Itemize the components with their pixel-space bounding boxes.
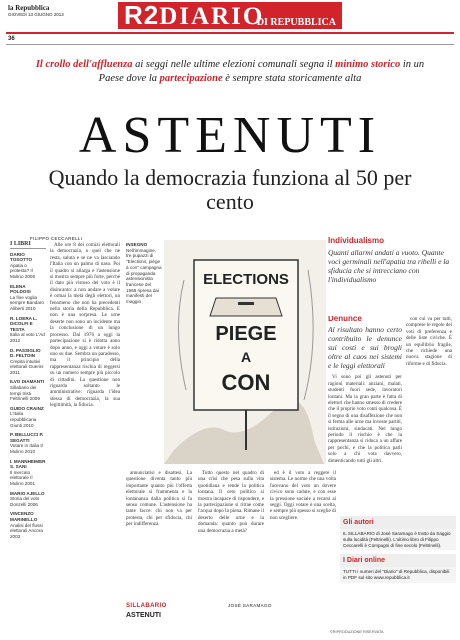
book-title: La fine voglia sempre Bandaro Aliberti 2010 (10, 294, 44, 311)
article-paragraph: Tutto questo nel quadro di una crisi che pesa sulla vita quotidiana e rende la politica lontana. Il ceto politico si mostra incapace di rispondere, e la partecipazione si ritrae come l'acqua dopo la piena. Rimane il deserto delle urne e la domanda: quanto può durare una democrazia a metà? (198, 470, 264, 534)
books-list (10, 252, 46, 540)
book-entry (10, 316, 46, 344)
book-title: Sillabario dei tempi tristi Feltrinelli 2009 (10, 385, 40, 402)
deck-part-1: Il crollo dell'affluenza (35, 59, 133, 70)
sign-board (194, 260, 298, 410)
book-author: ILVO DIAMANTI (10, 379, 45, 385)
thin-rule (6, 44, 454, 45)
deck-part-4: in un Paese dove la (98, 59, 425, 84)
book-title: L'Italia repubblicana Giunti 2010 (10, 411, 37, 428)
book-entry (10, 459, 46, 487)
book-author: MARIO AJELLO (10, 490, 45, 496)
book-title: Il mercato elettorale Il Mulino 2001 (10, 469, 36, 486)
sillabario-author: JOSÉ SARAMAGO (228, 603, 272, 608)
page-subtitle: Quando la democrazia funziona al 50 per cento (48, 165, 412, 214)
page-title: ASTENUTI (78, 107, 382, 164)
sidebar-quote-2: Al risultato hanno certo contribuito le denunce sui costi e sui brogli oltre al caos nei sistemi e le leggi elettorali (328, 325, 402, 371)
book-entry (10, 252, 46, 280)
book-author: ELENA POLDOSI (10, 283, 31, 295)
books-column (10, 242, 46, 543)
article-column-6 (406, 316, 452, 516)
online-text: TUTTI i numeri del "Diario" di Repubblica, disponibili in PDF sul sito www.repubblica.it (340, 567, 456, 583)
sillabario-title: ASTENUTI (126, 612, 161, 619)
caption-heading: INSEGNO (126, 242, 148, 247)
brand-word: DIARIO (159, 3, 265, 29)
book-author: D. PASSIGLIO D. FELTOIN (10, 347, 41, 359)
masthead (0, 0, 460, 46)
brand-sub: DI REPUBBLICA (256, 17, 336, 28)
book-entry (10, 348, 46, 376)
books-heading: I LIBRI (10, 242, 46, 249)
article-paragraph: con cui va per tutti, comprese le regole dei voti di preferenza e delle liste civiche. È un equilibrio fragile, che richiede una nuova stagione di riforme e di fiducia. (406, 316, 452, 367)
deck (30, 58, 430, 86)
book-author: DARIO TOSOTTO (10, 251, 33, 263)
sign-line-1: ELECTIONS (203, 271, 289, 288)
authors-heading: Gli autori (340, 516, 456, 529)
deck-part-5: partecipazione (159, 73, 223, 84)
brand-r2: R2 (124, 2, 160, 29)
book-author: VINCENZO MARINELLO (10, 511, 38, 522)
deck-part-6: è sempre stata storicamente alta (222, 73, 362, 84)
book-entry (10, 511, 46, 539)
paper-date: GIOVEDÌ 13 GIUGNO 2013 (8, 12, 64, 17)
article-column-1 (50, 242, 120, 620)
sidebar-individualismo (328, 236, 454, 284)
page-number: 36 (8, 36, 15, 42)
sidebar-quote-1: Quanti allarmi andati a vuoto. Quante voci germinali nell'apatia tra ribelli e la sfiducia che si intrecciano con l'individualismo (328, 248, 450, 284)
book-title: Italia al voto L'Ad 2012 (10, 332, 45, 343)
sign-line-4: CON (221, 370, 271, 395)
book-title: Storia del voto Donzelli 2006 (10, 496, 40, 507)
article-column-4 (270, 470, 336, 598)
book-entry (10, 284, 46, 312)
byline: FILIPPO CECCARELLI (30, 236, 83, 241)
book-title: Crepita intuitivi elettorali Guerini 2011 (10, 358, 44, 375)
book-entry (10, 491, 46, 508)
election-illustration (164, 240, 326, 464)
book-author: R. LOERA L. DICOLFI E TESTA (10, 315, 38, 332)
sign-line-2: PIEGE (215, 323, 277, 345)
book-entry (10, 379, 46, 401)
sidebar-heading-2: Denunce (328, 316, 362, 323)
book-entry (10, 406, 46, 428)
paper-name: la Repubblica (8, 4, 50, 12)
book-author: P. BELLUCCI P. SEGATTI (10, 432, 44, 443)
image-caption (126, 242, 162, 305)
book-entry (10, 432, 46, 454)
deck-part-2: ai seggi nelle ultime elezioni comunali segna il (132, 59, 336, 70)
ballot-box (210, 298, 282, 316)
section-brand (118, 2, 342, 29)
authors-box (340, 516, 456, 583)
book-author: GUIDO CRAINZ (10, 405, 44, 411)
sidebar-heading-1: Individualismo (328, 236, 385, 245)
copyright-footer: ©RIPRODUZIONE RISERVATA (330, 630, 384, 634)
article-paragraph: Vi sono poi gli astenuti per ragioni materiali: anziani, malati, studenti fuori sede, lavoratori lontani. Ma la gran parte è fatta di elettori che hanno smesso di credere che il proprio voto conti qualcosa. È il segno di una disaffezione che non si ferma alle urne ma investe partiti, istituzioni, sindacati. Nel lungo periodo il rischio è che la rappresentanza si riduca a un affare per pochi, e che la politica parli solo a chi vota davvero, dimenticando tutti gli altri. (328, 374, 402, 464)
book-title: Votare in Italia Il Mulino 2010 (10, 443, 43, 454)
article-column-2 (126, 470, 192, 598)
online-heading: I Diari online (340, 554, 456, 567)
article-paragraph: Alle ore 8 dei comizi elettorali la democrazia, o quel che ne resta, saluta e se ne va lasciando l'Italia con un palmo di naso. Poi il quadro si allarga e l'astensione si mostra sempre più forte, perché il dato più vistoso del voto è il disincanto: a non andare a votare è ormai la metà degli elettori, un fenomeno che non ha precedenti nella storia della Repubblica. E non è una sorpresa. Le urne deserte non sono un incidente ma la conclusione di un lungo processo. Dal 1976 a oggi la partecipazione si è ridotta anno dopo anno, e oggi a votare è solo uno su due. Sembra un paradosso, ma il principio della rappresentanza rischia di reggersi su un numero sempre più piccolo di cittadini. La questione non riguarda soltanto le amministrative: riguarda l'idea stessa di democrazia, la sua legittimità, la fiducia. (50, 242, 120, 409)
article-column-3 (198, 470, 264, 598)
article-paragraph: ed è il voto a reggere il sistema. Le norme che una volta facevano del voto un dovere civico sono cadute, e con esse la pressione sociale a recarsi ai seggi. Oggi votare è una scelta, e sempre più spesso si sceglie di non scegliere. (270, 470, 336, 521)
book-title: Apatia o protesta? Il Mulino 2006 (10, 262, 36, 279)
sillabario-label: SILLABARIO (126, 603, 167, 609)
article-paragraph: annunciatisi e disattesi. La questione diventa tanto più importante quanto più l'offerta elettorale si frammenta e la lontananza dalla politica si fa senso comune. L'astensione ha tante facce: chi non va per protesta, chi per sfiducia, chi per indifferenza. (126, 470, 192, 528)
deck-part-3: minimo storico (335, 59, 401, 70)
authors-text: IL SILLABARIO di José Saramago è tratto da Saggio sulla lucidità (Feltrinelli). L'ultimo libro di Filippo Ceccarelli è Compagni di fine secolo (Feltrinelli). (340, 529, 456, 550)
red-rule (6, 32, 454, 34)
book-author: I. MANNHEIMER S. SANI (10, 458, 46, 470)
book-title: Analisi del flussi elettorali Ancora 2003 (10, 522, 43, 539)
caption-text: Nell'immagine, tre pupazzi di "Elections, piège à con" campagna di propaganda astensionista francese del 1968 ripresa dai manifesti del maggio (126, 247, 162, 305)
sign-line-3: A (240, 349, 252, 365)
